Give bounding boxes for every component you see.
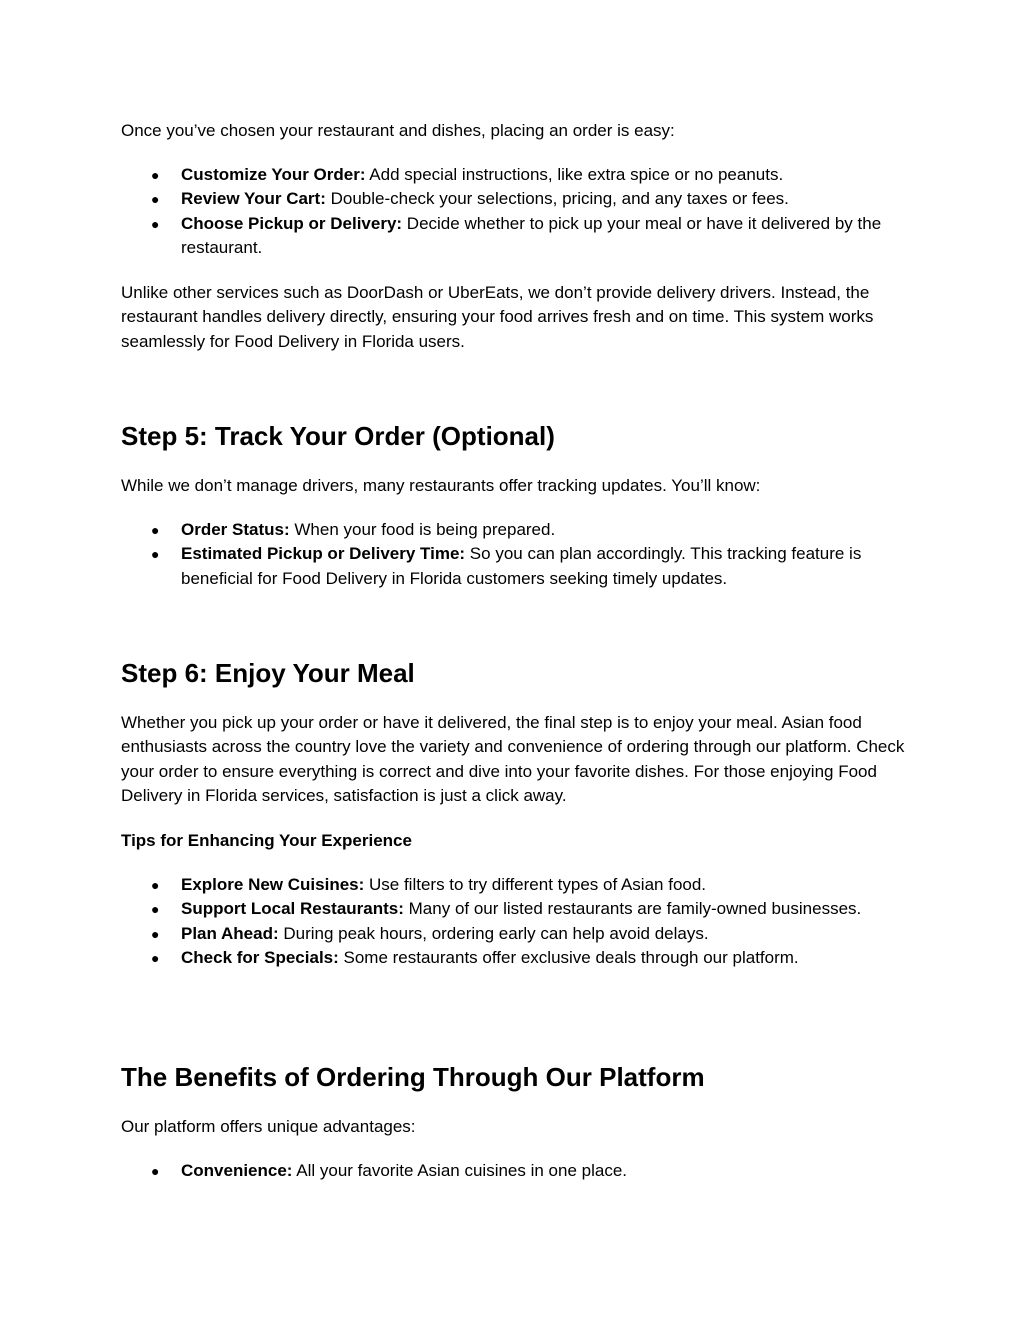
list-item [121, 897, 901, 921]
list-item-term: Check for Specials: [181, 948, 339, 968]
step6-body-paragraph: Whether you pick up your order or have it delivered, the final step is to enjoy your meal. Asian food enthusiasts across the country love the variety and convenience of ordering through our platform. Check your order to ensure everything is correct and dive into your favorite dishes. For those enjoying Food Delivery in Florida services, satisfaction is just a click away. [121, 713, 905, 806]
step6-heading: Step 6: Enjoy Your Meal [121, 658, 415, 688]
bullet-icon: ● [151, 901, 160, 918]
list-item-text: So you can plan accordingly. This tracking feature is beneficial for Food Delivery in Florida customers seeking timely updates. [181, 544, 862, 588]
step5-intro-paragraph: While we don’t manage drivers, many restaurants offer tracking updates. You’ll know: [121, 476, 761, 495]
list-item [121, 187, 901, 211]
list-item-text: Add special instructions, like extra spice or no peanuts. [365, 165, 784, 184]
list-item-term: Customize Your Order: [181, 165, 366, 184]
list-item-term: Convenience: [181, 1161, 293, 1180]
list-item-term: Choose Pickup or Delivery: [181, 213, 403, 233]
list-item [121, 163, 901, 187]
list-item-term: Support Local Restaurants: [181, 899, 404, 919]
list-item [121, 873, 901, 897]
order-steps-list [121, 163, 911, 261]
benefits-list [121, 1159, 911, 1183]
list-item [121, 946, 901, 970]
list-item-term: Estimated Pickup or Delivery Time: [181, 544, 466, 564]
list-item [121, 922, 901, 946]
bullet-icon: ● [151, 925, 160, 942]
list-item [121, 542, 901, 591]
step5-heading: Step 5: Track Your Order (Optional) [121, 421, 555, 451]
bullet-icon: ● [151, 950, 160, 967]
bullet-icon: ● [151, 546, 160, 563]
list-item-text: Double-check your selections, pricing, and any taxes or fees. [325, 189, 789, 209]
list-item-text: All your favorite Asian cuisines in one place. [292, 1161, 628, 1180]
benefits-heading: The Benefits of Ordering Through Our Platform [121, 1062, 705, 1092]
list-item [121, 212, 901, 261]
benefits-intro-paragraph: Our platform offers unique advantages: [121, 1117, 416, 1136]
list-item-text: Use filters to try different types of Asian food. [364, 875, 707, 894]
list-item [121, 518, 901, 542]
intro-paragraph: Once you’ve chosen your restaurant and dishes, placing an order is easy: [121, 121, 675, 140]
bullet-icon: ● [151, 877, 160, 893]
list-item-text: Decide whether to pick up your meal or have it delivered by the restaurant. [181, 213, 882, 258]
list-item-text: During peak hours, ordering early can help avoid delays. [278, 923, 709, 943]
list-item-term: Review Your Cart: [181, 189, 326, 209]
delivery-note-paragraph: Unlike other services such as DoorDash or UberEats, we don’t provide delivery drivers. Instead, the restaurant handles delivery directly, ensuring your food arrives fresh and on time. This system works seamlessly for Food Delivery in Florida users. [121, 283, 874, 351]
bullet-icon: ● [151, 215, 160, 232]
bullet-icon: ● [151, 167, 160, 183]
list-item-text: When your food is being prepared. [289, 520, 556, 539]
tracking-list [121, 518, 911, 591]
list-item-term: Order Status: [181, 520, 290, 539]
bullet-icon: ● [151, 1163, 160, 1179]
list-item-text: Some restaurants offer exclusive deals through our platform. [338, 948, 799, 968]
tips-list [121, 873, 911, 971]
bullet-icon: ● [151, 522, 160, 538]
list-item-term: Plan Ahead: [181, 923, 279, 943]
bullet-icon: ● [151, 191, 160, 208]
list-item [121, 1159, 901, 1183]
list-item-text: Many of our listed restaurants are family-owned businesses. [403, 899, 862, 919]
list-item-term: Explore New Cuisines: [181, 875, 365, 894]
tips-title: Tips for Enhancing Your Experience [121, 831, 412, 850]
